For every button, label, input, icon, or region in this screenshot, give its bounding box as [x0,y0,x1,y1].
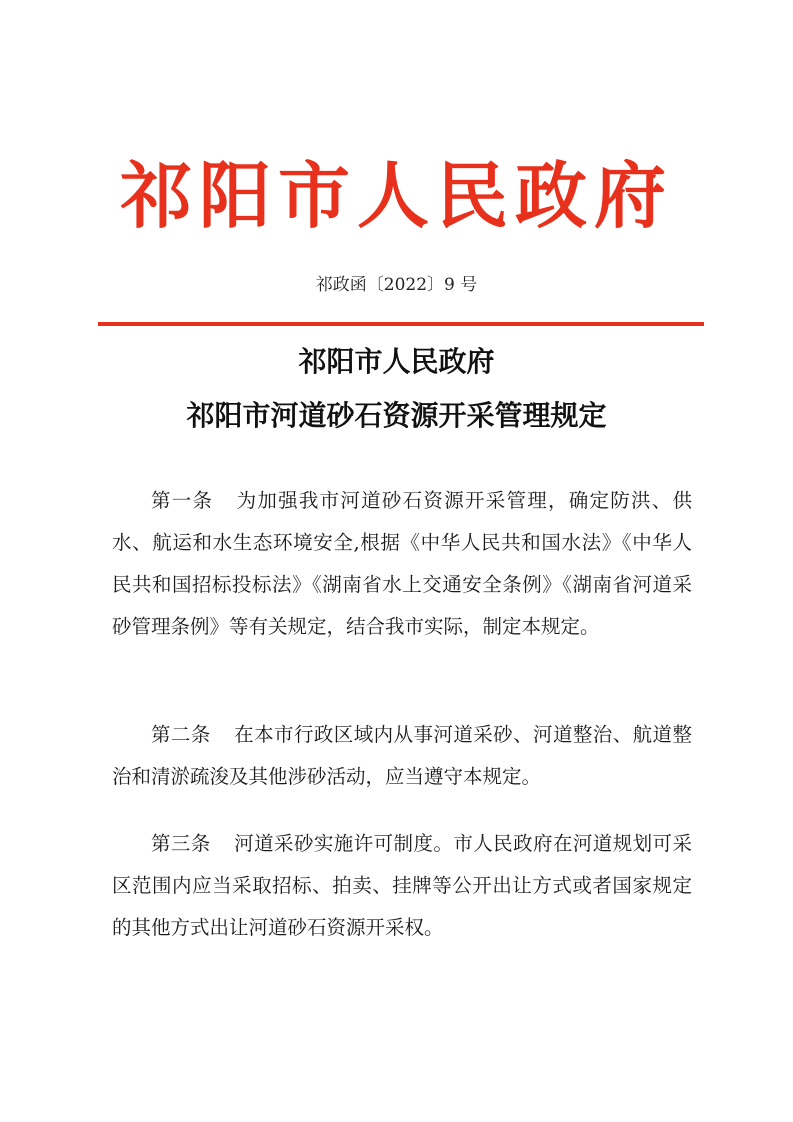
document-title: 祁阳市河道砂石资源开采管理规定 [186,399,607,432]
document-issuer: 祁阳市人民政府 [298,345,495,378]
article-text: 为加强我市河道砂石资源开采管理，确定防洪、供水、航运和水生态环境安全,根据《中华人民共和国水法》《中华人民共和国招标投标法》《湖南省水上交通安全条例》《湖南省河道采砂管理条例》等有关规定，结合我市实际，制定本规定。 [112,489,692,638]
article-number: 第三条 [151,832,211,855]
masthead-title: 祁阳市人民政府 [119,153,673,238]
article-text: 在本市行政区域内从事河道采砂、河道整治、航道整治和清淤疏浚及其他涉砂活动，应当遵守本规定。 [112,723,692,788]
article-1 [112,480,692,648]
article-text: 河道采砂实施许可制度。市人民政府在河道规划可采区范围内应当采取招标、拍卖、挂牌等公开出让方式或者国家规定的其他方式出让河道砂石资源开采权。 [112,832,692,939]
article-number: 第二条 [151,723,211,746]
document-number: 祁政函〔2022〕9 号 [315,275,478,295]
article-number: 第一条 [151,489,214,512]
article-2 [112,714,692,798]
article-3 [112,823,692,949]
red-separator-line [98,322,704,326]
